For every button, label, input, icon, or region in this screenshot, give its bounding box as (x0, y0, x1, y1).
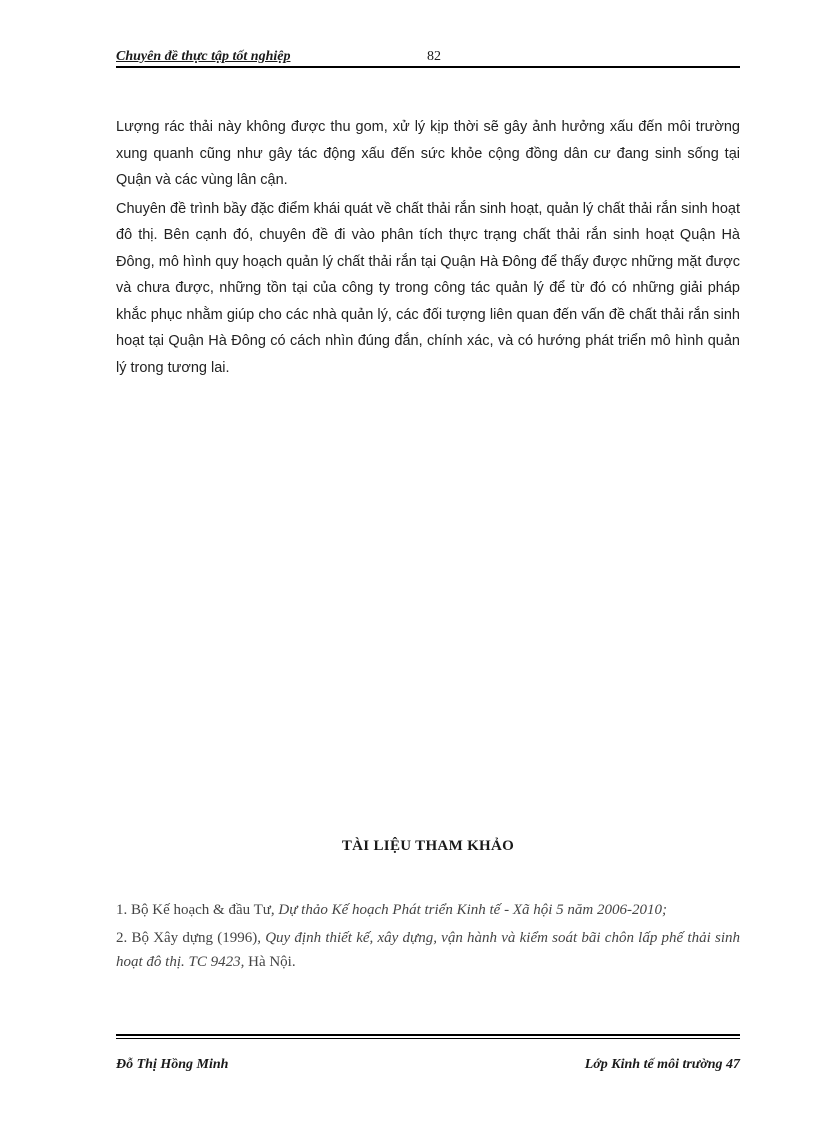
body-paragraph: Chuyên đề trình bầy đặc điểm khái quát về chất thải rắn sinh hoạt, quản lý chất thải rắn sinh hoạt đô thị. Bên cạnh đó, chuyên đề đi vào phân tích thực trạng chất thải rắn sinh hoạt Quận Hà Đông, mô hình quy hoạch quản lý chất thải rắn tại Quận Hà Đông để thấy được những mặt được và chưa được, những tồn tại của công ty trong công tác quản lý để từ đó có những giải pháp khắc phục nhằm giúp cho các nhà quản lý, các đối tượng liên quan đến vấn đề chất thải rắn sinh hoạt tại Quận Hà Đông có cách nhìn đúng đắn, chính xác, và có hướng phát triển mô hình quản lý trong tương lai. (116, 200, 740, 376)
footer-class: Lớp Kinh tế môi trường 47 (584, 1057, 740, 1072)
footer-rule (116, 1034, 740, 1039)
footer-author: Đỗ Thị Hồng Minh (116, 1057, 229, 1072)
reference-title: Quy định thiết kế, xây dựng, vận hành và kiểm soát bãi chôn lấp phế thải sinh hoạt đô thị. TC 9423, (116, 930, 740, 970)
header-title: Chuyên đề thực tập tốt nghiệp (116, 49, 291, 64)
body-text (116, 114, 740, 383)
page-number: 82 (427, 49, 441, 64)
reference-suffix: Hà Nội. (244, 954, 296, 970)
reference-title: Dự thảo Kế hoạch Phát triển Kinh tế - Xã hội 5 năm 2006-2010; (278, 902, 667, 918)
references-heading: TÀI LIỆU THAM KHẢO (341, 838, 515, 854)
body-paragraph: Lượng rác thải này không được thu gom, xử lý kịp thời sẽ gây ảnh hưởng xấu đến môi trường xung quanh cũng như gây tác động xấu đến sức khỏe cộng đồng dân cư đang sinh sống tại Quận và các vùng lân cận. (116, 119, 740, 188)
reference-prefix: 1. Bộ Kế hoạch & đầu Tư, (116, 902, 279, 918)
reference-item (116, 898, 740, 922)
reference-prefix: 2. Bộ Xây dựng (1996), (116, 930, 266, 946)
reference-item (116, 926, 740, 974)
references-list (116, 898, 740, 978)
page-header (116, 46, 740, 68)
